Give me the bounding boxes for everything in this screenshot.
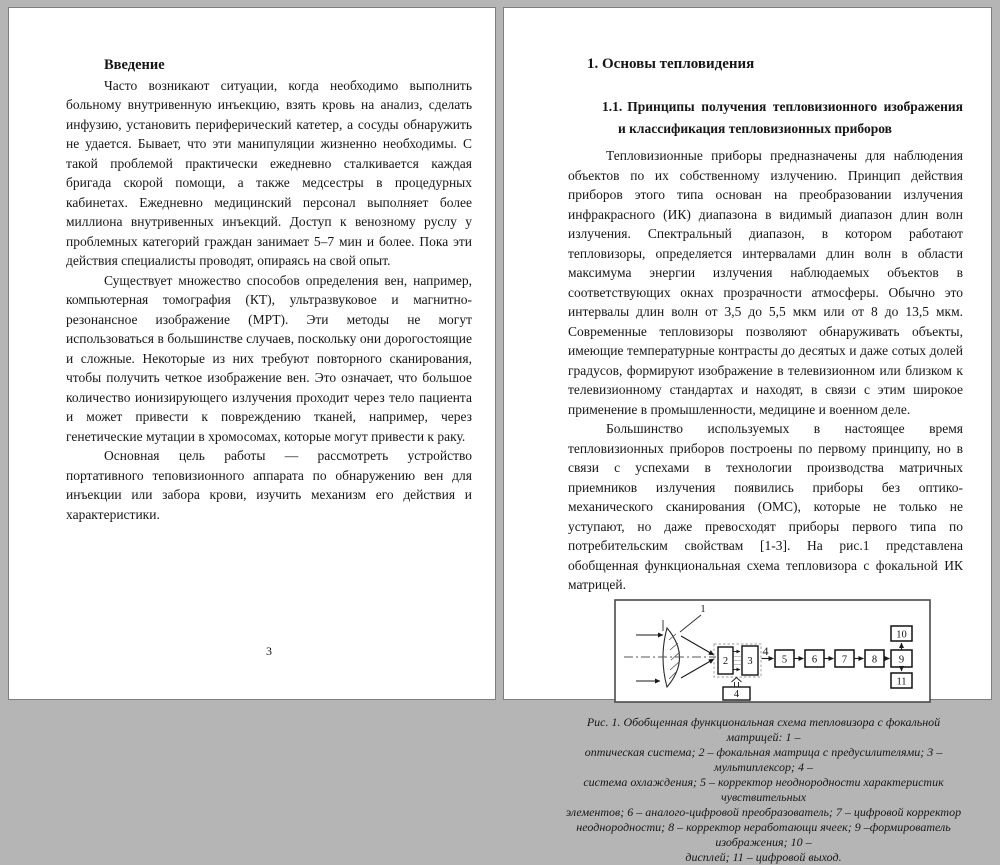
paragraph: Существует множество способов определения вен, например, компьютерная томография (КТ), ультразвуковое и магнитно-резонансное изображение (МРТ). Эти методы не могут использоваться в большинстве случаев, поскольку они дорогостоящие и сложные. Некоторые из них требуют повторного сканирования, чтобы получить четкое изображение вен. Это означает, что большое количество ионизирующего излучения проходит через тело пациента и может привести к повреждению тканей, например, через генетические мутации в хромосомах, которые могут привести к раку. xyxy=(66,272,472,444)
paragraph: Большинство используемых в настоящее время тепловизионных приборов построены по первому принципу, но в связи с успехами в технологии производства матричных приемников излучения появились приборы без оптико-механического сканирования (ОМС), которые не только не уступают, но даже превосходят приборы первого типа по потребительским свойствам [1-3]. На рис.1 представлена обобщенная функциональная схема тепловизора с фокальной ИК матрицей. xyxy=(568,421,963,592)
page-number-4: 4 xyxy=(762,644,769,658)
block-7-label: 7 xyxy=(841,654,848,665)
subsection-number: 1.1. xyxy=(602,99,623,114)
block-5-label: 5 xyxy=(781,654,788,665)
paragraph: Тепловизионные приборы предназначены для наблюдения объектов по их собственному излучению. Принцип действия приборов этого типа основан на преобразовании излучения инфракрасного (ИК) диапазона в видимый диапазон длин волн излучения. Спектральный диапазон, в котором работают тепловизоры, определяется интервалами длин волн в области максимума энергии излучения наблюдаемых объектов в соответствующих окнах прозрачности атмосферы. Обычно это интервалы длин волн от 3,5 до 5,5 мкм или от 8 до 13,5 мкм. Современные тепловизоры позволяют обнаруживать объекты, имеющие температурные контрасты до десятых и даже сотых долей градусов, формируют изображение в телевизионном или близком к телевизионному стандартах и находят, в связи с этим широкое применение в промышленности, медицине и военном деле. xyxy=(568,148,963,417)
block-4-label: 4 xyxy=(733,688,740,700)
label-optical-system: 1 xyxy=(700,603,706,615)
page-number-3: 3 xyxy=(266,644,272,658)
document-page-3 xyxy=(8,7,496,700)
figure-caption-line: система охлаждения; 5 – корректор неоднородности характеристик чувствительных xyxy=(583,774,944,804)
figure-caption xyxy=(558,715,969,865)
subsection-title: Принципы получения тепловизионного изображения и классификация тепловизионных приборов xyxy=(618,99,963,136)
block-9-label: 9 xyxy=(898,654,905,665)
block-2-label: 2 xyxy=(722,655,729,667)
block-10-label: 10 xyxy=(896,629,907,640)
section-title: Основы тепловидения xyxy=(602,56,755,72)
page-3-content xyxy=(9,8,495,524)
block-6-label: 6 xyxy=(811,654,818,665)
block-11-label: 11 xyxy=(896,676,907,687)
section-number: 1. xyxy=(587,56,599,72)
paragraph: Основная цель работы — рассмотреть устройство портативного теповизионного аппарата по обнаружению вен для инъекции или забора крови, изучить механизм его действия и характеристики. xyxy=(66,448,472,522)
block-3-label: 3 xyxy=(747,655,753,667)
heading-introduction: Введение xyxy=(104,57,165,73)
page-4-content xyxy=(504,8,991,865)
subsection-heading-1-1 xyxy=(568,96,963,140)
section-heading-1 xyxy=(568,54,963,74)
block-8-label: 8 xyxy=(871,654,878,665)
figure-caption-line: неоднородности; 8 – корректор неработающи ячеек; 9 –формирователь изображения; 10 – xyxy=(576,819,951,849)
figure-caption-line: Рис. 1. Обобщенная функциональная схема тепловизора с фокальной матрицей: 1 – xyxy=(586,714,941,744)
paragraph: Часто возникают ситуации, когда необходимо выполнить больному внутривенную инъекцию, взять кровь на анализ, сделать инфузию, установить периферический катетер, а сосуды обнаружить не удается. Бывает, что эти манипуляции жизненно необходимы. С такой проблемой практически ежедневно сталкивается каждая бригада скорой помощи, а также медсестры в процедурных кабинетах. Ежедневно медицинский персонал выполняет более миллиона внутривенных инъекций. Доступ к венозному руслу у проблемных категорий граждан занимает 5–7 мин и более. Пока эти действия специалисты проводят, опираясь на свой опыт. xyxy=(66,77,472,268)
figure-caption-line: дисплей; 11 – цифровой выход. xyxy=(685,849,842,864)
document-page-4 xyxy=(503,7,992,864)
figure-caption-line: оптическая система; 2 – фокальная матрица с предусилителями; 3 – мультиплексор; 4 – xyxy=(584,744,943,774)
figure-caption-line: элементов; 6 – аналого-цифровой преобразователь; 7 – цифровой корректор xyxy=(565,804,962,819)
